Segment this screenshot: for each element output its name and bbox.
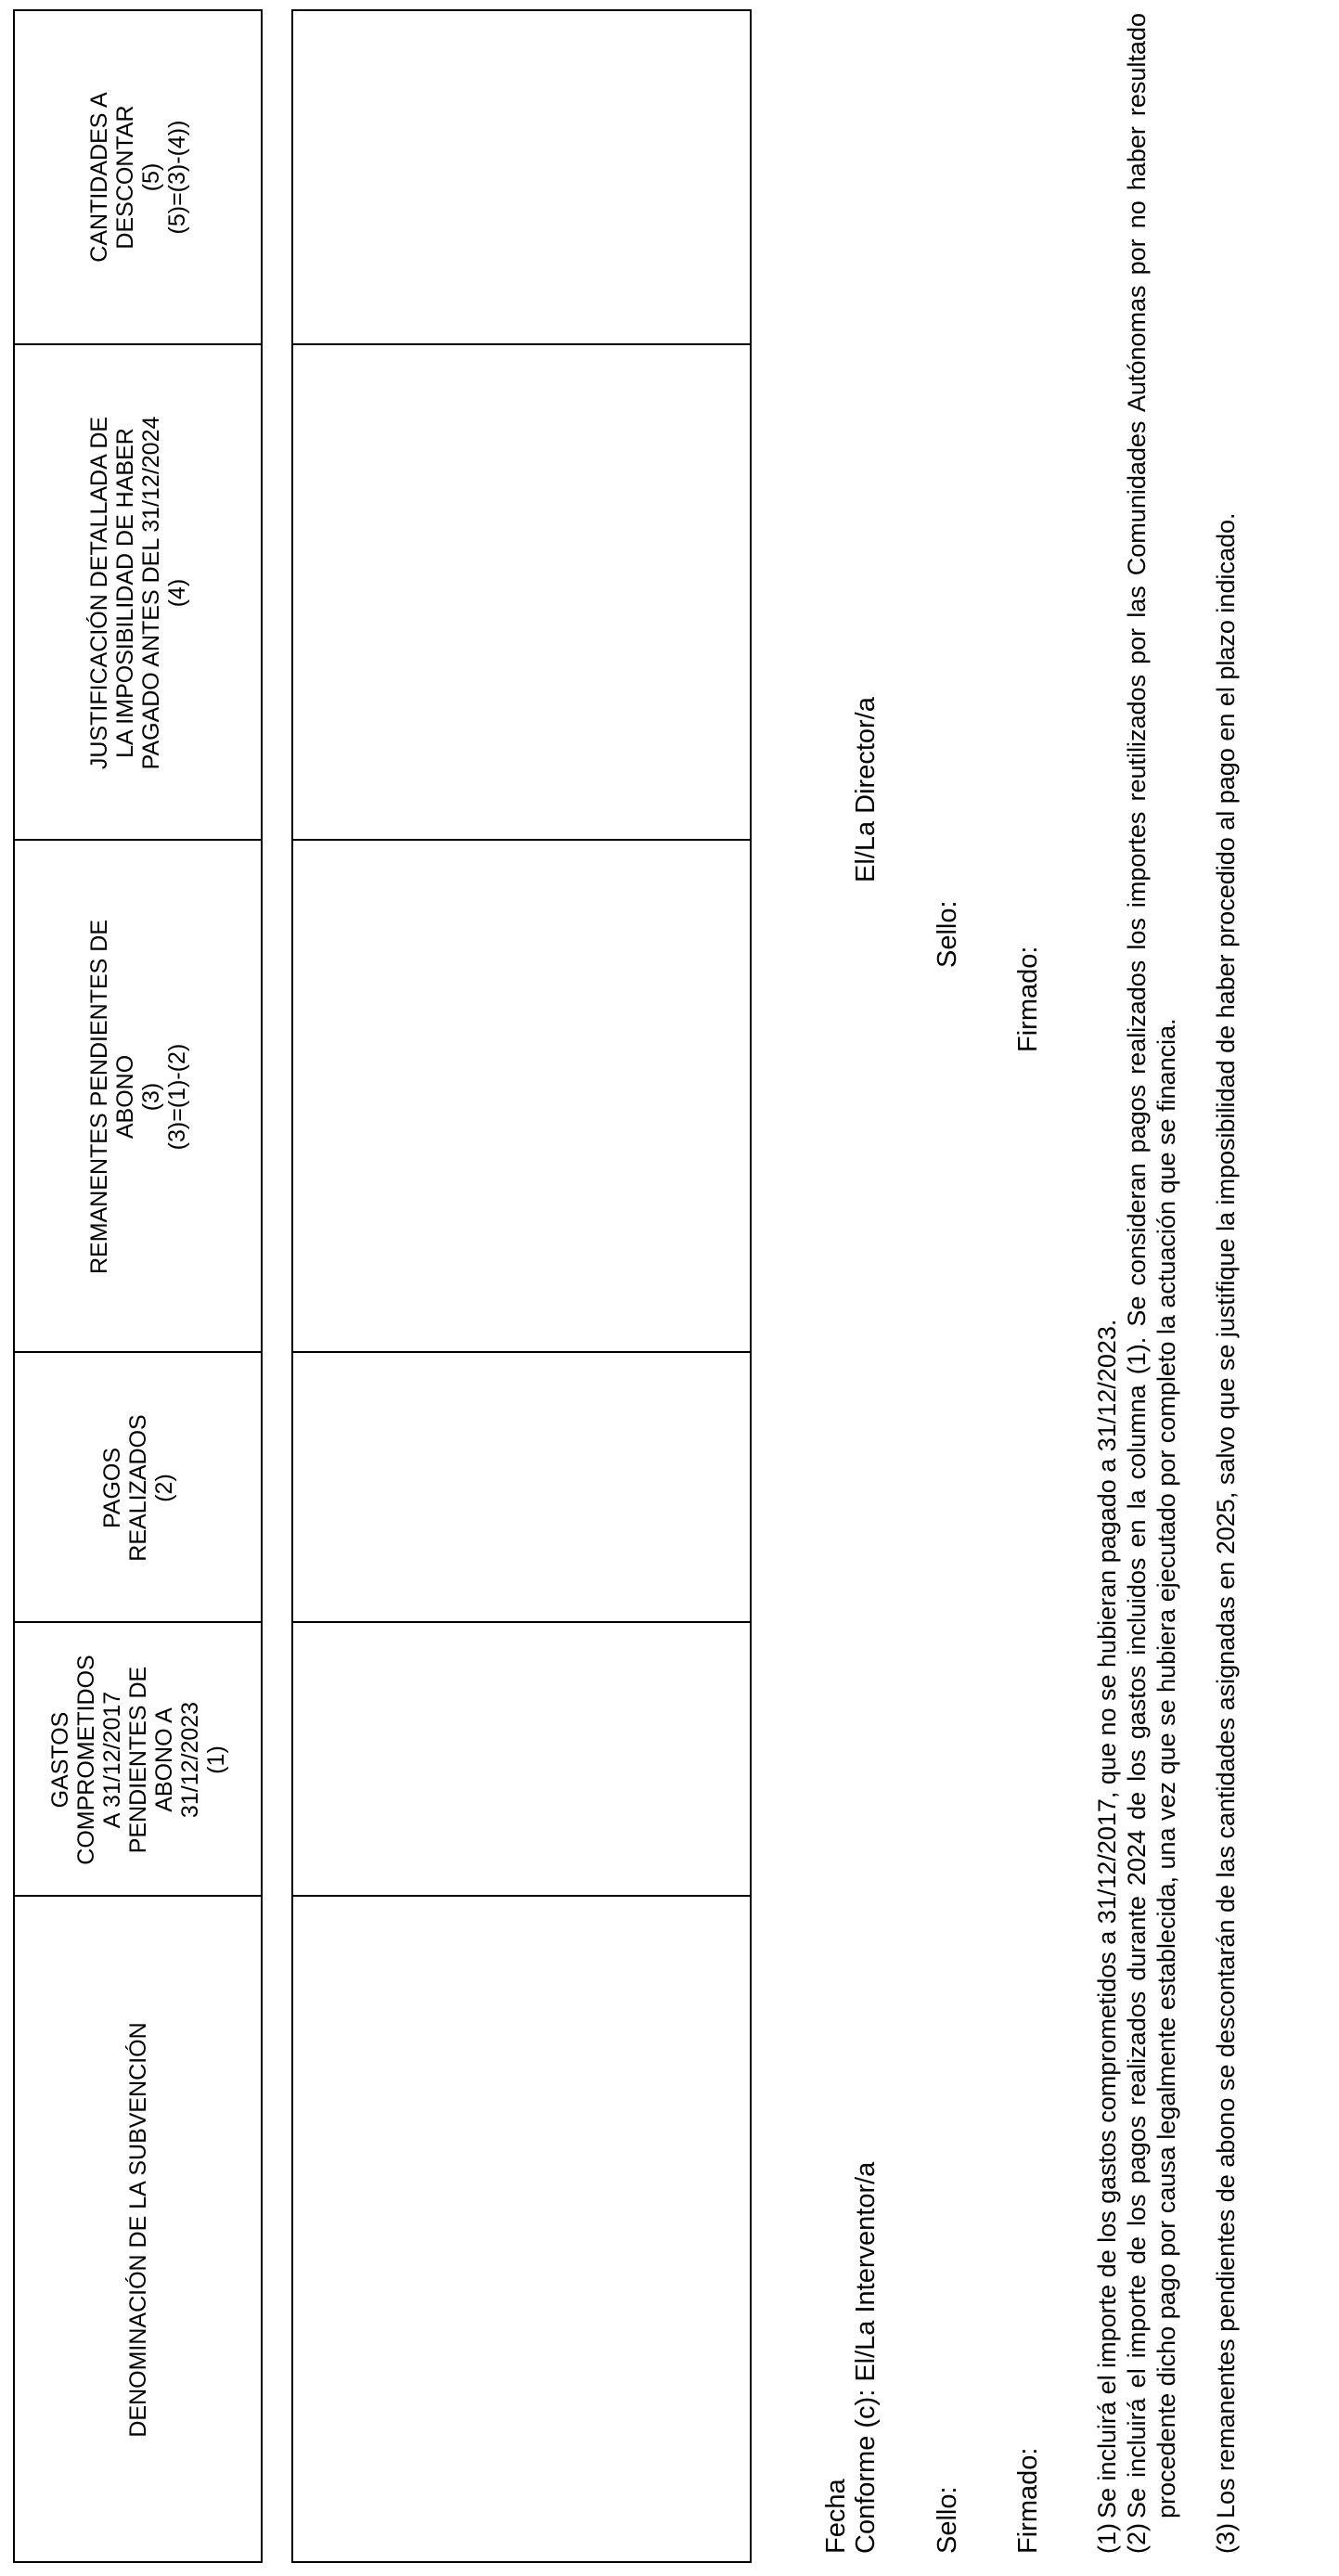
sello-right-label: Sello: — [933, 900, 962, 968]
header-cell-gastos-comprometidos — [13, 1623, 263, 1897]
header-cell-cantidades-descontar — [13, 9, 263, 345]
footnote-2 — [1123, 13, 1212, 2554]
footnote-1 — [1093, 1319, 1123, 2554]
footnote-text: Se incluirá el importe de los gastos comprometidos a 31/12/2017, que no se hubieran pagado a 31/12/2023. — [1093, 1319, 1121, 2518]
conforme-label: Conforme (c): El/La Interventor/a — [851, 2161, 881, 2554]
header-label: PAGOS REALIZADOS (2) — [98, 1414, 177, 1562]
body-table — [291, 9, 752, 2563]
sello-left-label: Sello: — [933, 2486, 962, 2554]
header-label: CANTIDADES A DESCONTAR (5) (5)=(3)-(4)) — [85, 92, 190, 263]
header-label: DENOMINACIÓN DE LA SUBVENCIÓN — [124, 2022, 151, 2438]
footnote-number: (3) — [1212, 2523, 1240, 2554]
body-divider — [291, 1895, 752, 1897]
header-label: REMANENTES PENDIENTES DE ABONO (3) (3)=(1)-(2) — [85, 920, 190, 1275]
header-cell-pagos-realizados — [13, 1353, 263, 1623]
header-label: JUSTIFICACIÓN DETALLADA DE LA IMPOSIBILIDAD DE HABER PAGADO ANTES DEL 31/12/2024 (4) — [85, 416, 190, 770]
fecha-label: Fecha — [821, 2479, 851, 2554]
header-cell-denominacion — [13, 1897, 263, 2563]
footnote-text: Se incluirá el importe de los pagos realizados durante 2024 de los gastos incluidos en la columna (1). Se consideran pagos realizados los importes reutilizados por las Comunidades Autónomas por no haber resultado procedente dicho pago por causa legalmente establecida, una vez que se hubiera ejecutado por completo la actuación que se financia. — [1123, 13, 1180, 2518]
header-cell-justificacion — [13, 345, 263, 841]
body-divider — [291, 1621, 752, 1623]
footnote-number: (2) — [1123, 2523, 1151, 2554]
footnote-number: (1) — [1093, 2523, 1121, 2554]
footnote-text: Los remanentes pendientes de abono se descontarán de las cantidades asignadas en 2025, salvo que se justifique la imposibilidad de haber procedido al pago en el plazo indicado. — [1212, 512, 1240, 2518]
body-divider — [291, 343, 752, 345]
firmado-right-label: Firmado: — [1013, 946, 1043, 1052]
body-divider — [291, 839, 752, 841]
header-label: GASTOS COMPROMETIDOS A 31/12/2017 PENDIENTES DE ABONO A 31/12/2023 (1) — [46, 1655, 229, 1865]
footnote-3 — [1212, 13, 1273, 2554]
firmado-left-label: Firmado: — [1013, 2447, 1043, 2554]
body-divider — [291, 1351, 752, 1353]
header-cell-remanentes — [13, 841, 263, 1353]
director-label: El/La Director/a — [851, 697, 881, 882]
